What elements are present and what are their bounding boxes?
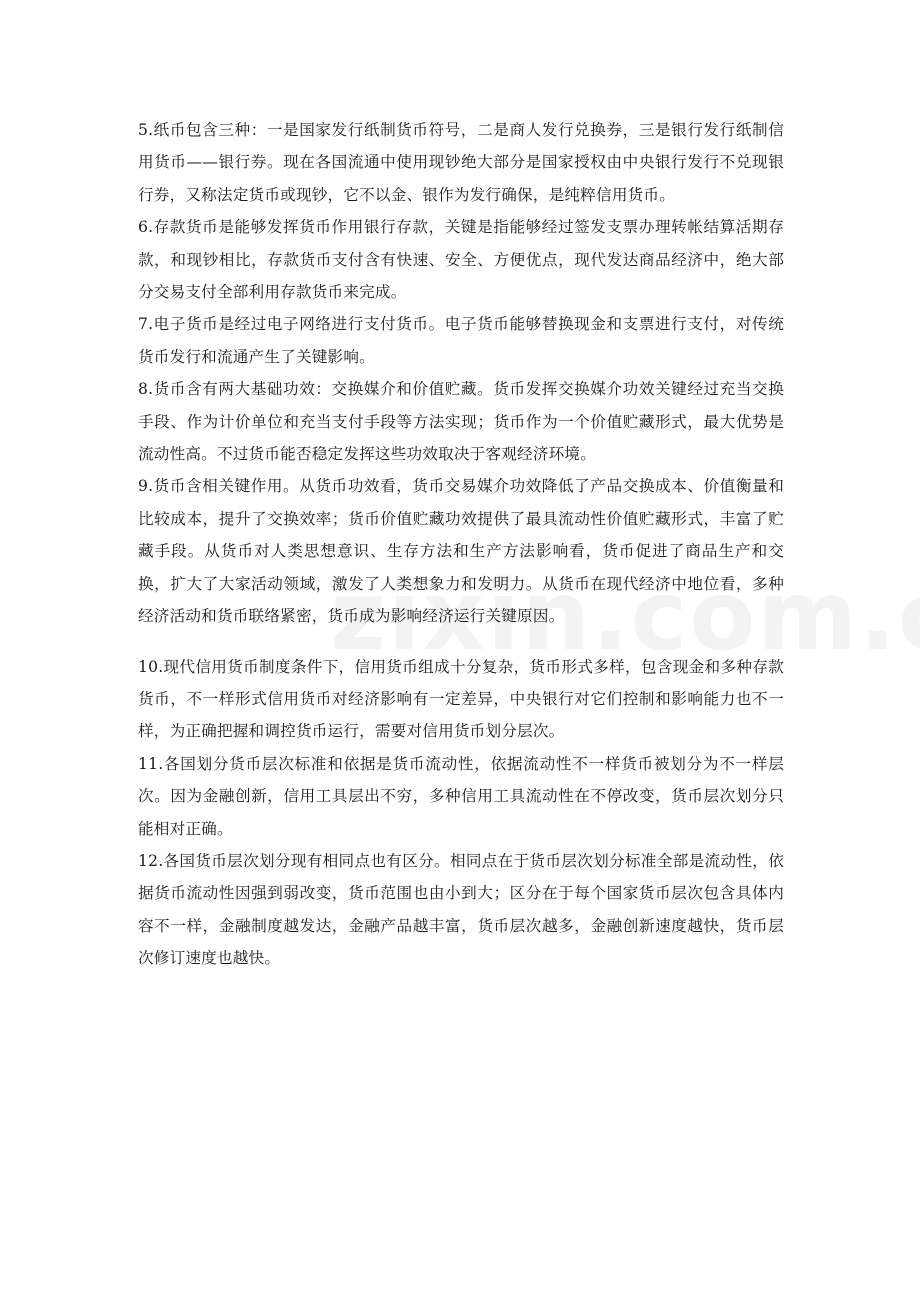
paragraph-5: 5.纸币包含三种：一是国家发行纸制货币符号，二是商人发行兑换券，三是银行发行纸制信用货币——银行券。现在各国流通中使用现钞绝大部分是国家授权由中央银行发行不兑现银行券，又称法定货币或现钞，它不以金、银作为发行确保，是纯粹信用货币。 xyxy=(138,121,784,204)
paragraph-spacer xyxy=(138,633,784,651)
paragraph-11: 11.各国划分货币层次标准和依据是货币流动性，依据流动性不一样货币被划分为不一样层次。因为金融创新，信用工具层出不穷，多种信用工具流动性在不停改变，货币层次划分只能相对正确。 xyxy=(138,754,784,838)
paragraph-7: 7.电子货币是经过电子网络进行支付货币。电子货币能够替换现金和支票进行支付，对传统货币发行和流通产生了关键影响。 xyxy=(138,315,784,366)
paragraph-6: 6.存款货币是能够发挥货币作用银行存款，关键是指能够经过签发支票办理转帐结算活期存款，和现钞相比，存款货币支付含有快速、安全、方便优点，现代发达商品经济中，绝大部分交易支付全部利用存款货币来完成。 xyxy=(138,218,784,302)
paragraph-10: 10.现代信用货币制度条件下，信用货币组成十分复杂，货币形式多样，包含现金和多种存款货币，不一样形式信用货币对经济影响有一定差异，中央银行对它们控制和影响能力也不一样，为正确把握和调控货币运行，需要对信用货币划分层次。 xyxy=(138,657,784,741)
paragraph-9: 9.货币含相关键作用。从货币功效看，货币交易媒介功效降低了产品交换成本、价值衡量和比较成本，提升了交换效率；货币价值贮藏功效提供了最具流动性价值贮藏形式，丰富了贮藏手段。从货币对人类思想意识、生存方法和生产方法影响看，货币促进了商品生产和交换，扩大了大家活动领域，激发了人类想象力和发明力。从货币在现代经济中地位看，多种经济活动和货币联络紧密，货币成为影响经济运行关键原因。 xyxy=(138,477,784,626)
document-body xyxy=(138,114,784,975)
paragraph-12: 12.各国货币层次划分现有相同点也有区分。相同点在于货币层次划分标准全部是流动性，依据货币流动性因强到弱改变，货币范围也由小到大；区分在于每个国家货币层次包含具体内容不一样，金融制度越发达，金融产品越丰富，货币层次越多，金融创新速度越快，货币层次修订速度也越快。 xyxy=(138,851,784,968)
paragraph-8: 8.货币含有两大基础功效：交换媒介和价值贮藏。货币发挥交换媒介功效关键经过充当交换手段、作为计价单位和充当支付手段等方法实现；货币作为一个价值贮藏形式，最大优势是流动性高。不过货币能否稳定发挥这些功效取决于客观经济环境。 xyxy=(138,380,784,464)
